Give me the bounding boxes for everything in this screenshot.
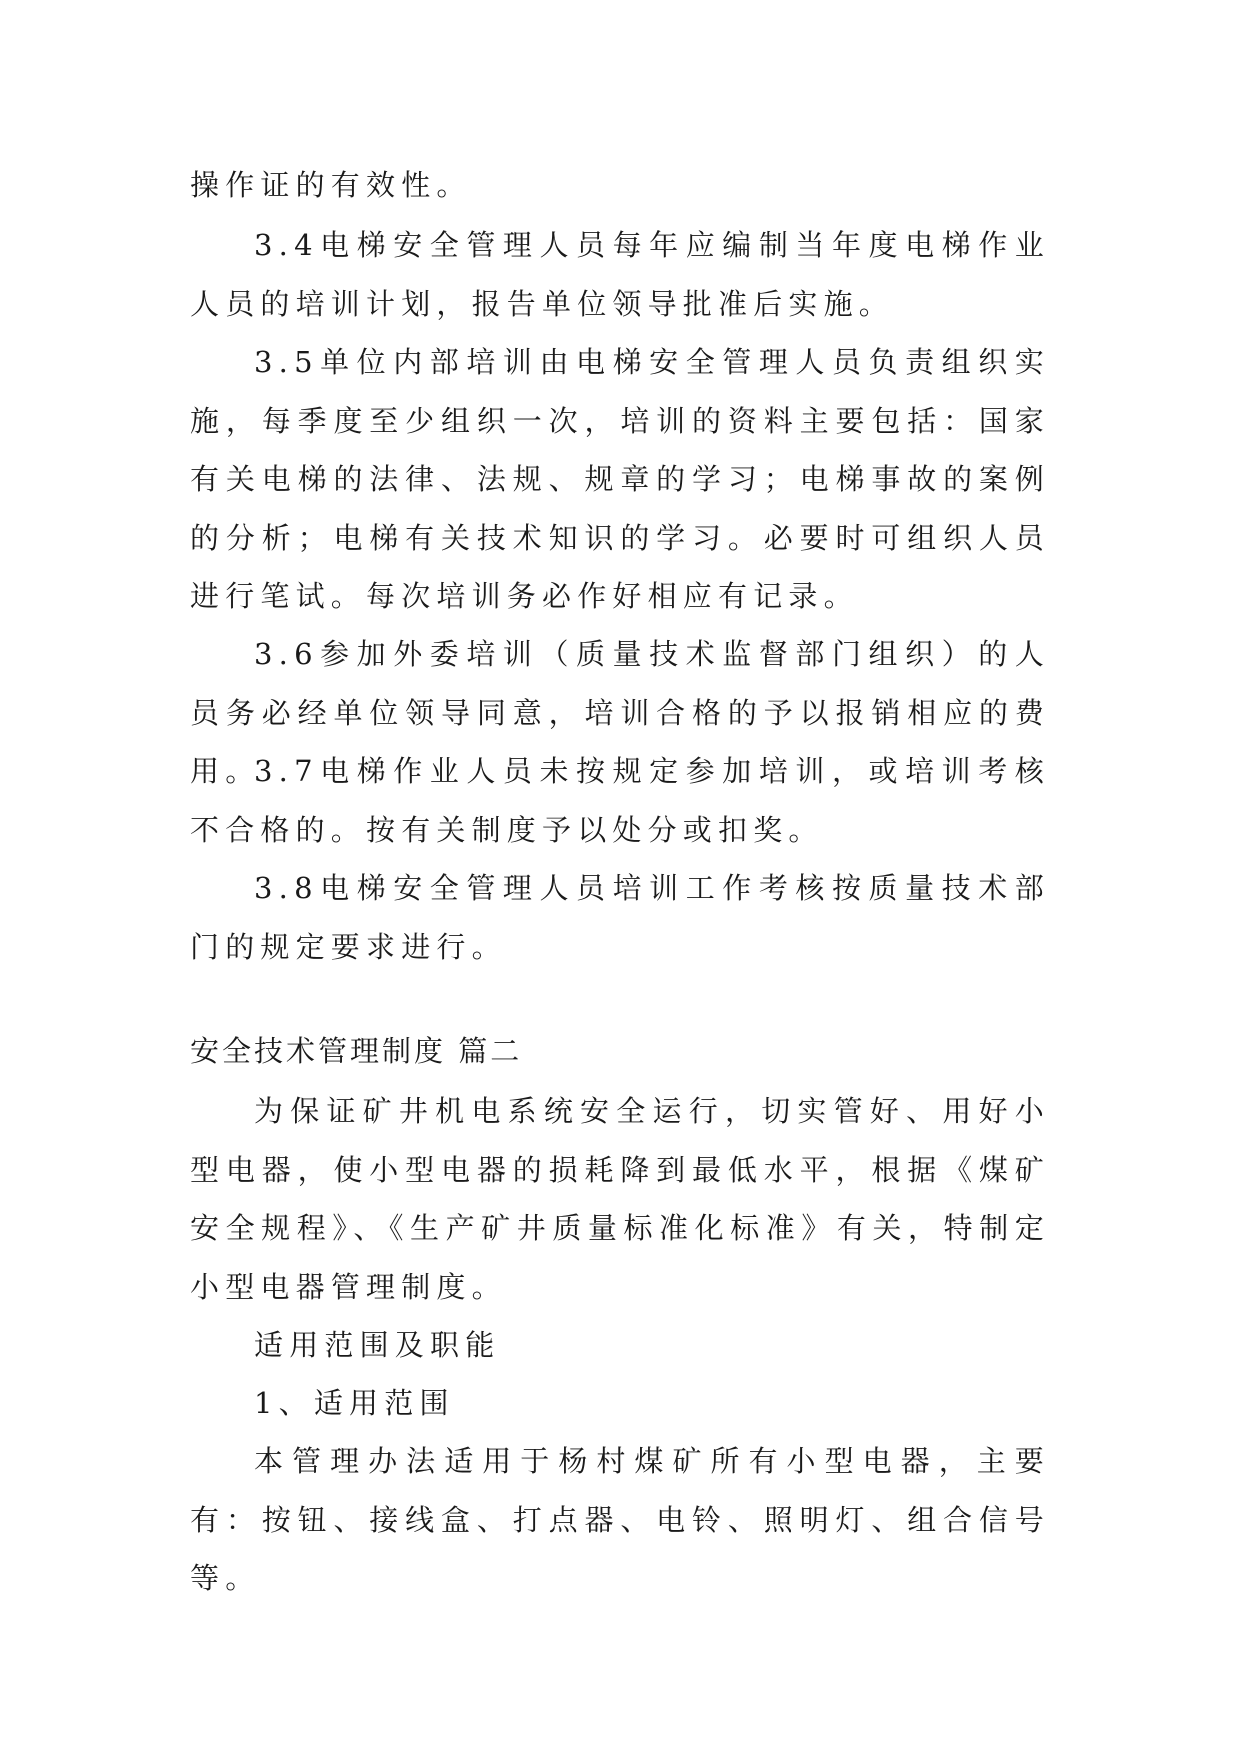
paragraph-3-7: 3.7电梯作业人员未按规定参加培训，或培训考核不合格的。按有关制度予以处分或扣奖。	[190, 754, 1050, 847]
section-heading: 安全技术管理制度 篇二	[190, 1034, 523, 1068]
paragraph-continued: 操作证的有效性。	[190, 168, 472, 202]
paragraph-intro: 为保证矿井机电系统安全运行，切实管好、用好小型电器，使小型电器的损耗降到最低水平，根据《煤矿安全规程》、《生产矿井质量标准化标准》有关，特制定小型电器管理制度。	[190, 1094, 1050, 1304]
paragraph-scope-text: 本管理办法适用于杨村煤矿所有小型电器，主要有：按钮、接线盒、打点器、电铃、照明灯、组合信号等。	[190, 1444, 1050, 1595]
paragraph-3-4: 3.4电梯安全管理人员每年应编制当年度电梯作业人员的培训计划，报告单位领导批准后实施。	[190, 228, 1050, 321]
paragraph-3-6: 3.6参加外委培训（质量技术监督部门组织）的人员务必经单位领导同意，培训合格的予以报销相应的费用。	[190, 637, 1050, 788]
paragraph-3-8: 3.8电梯安全管理人员培训工作考核按质量技术部门的规定要求进行。	[190, 871, 1050, 964]
paragraph-3-5: 3.5单位内部培训由电梯安全管理人员负责组织实施，每季度至少组织一次，培训的资料主要包括：国家有关电梯的法律、法规、规章的学习；电梯事故的案例的分析；电梯有关技术知识的学习。必要时可组织人员进行笔试。每次培训务必作好相应有记录。	[190, 345, 1050, 613]
scope-item-1: 1、适用范围	[254, 1386, 455, 1420]
scope-title: 适用范围及职能	[254, 1328, 501, 1362]
